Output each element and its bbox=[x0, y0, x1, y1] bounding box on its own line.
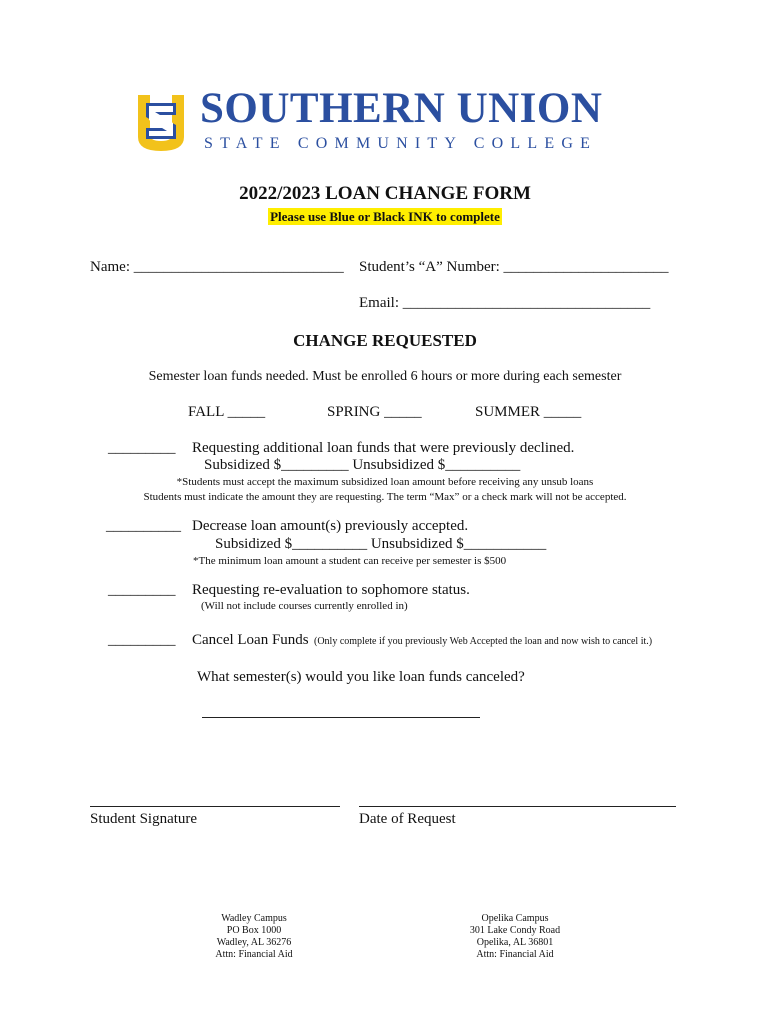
option-additional-checkbox[interactable]: _________ bbox=[108, 440, 176, 456]
option-additional-amounts[interactable]: Subsidized $_________ Unsubsidized $__________ bbox=[204, 457, 521, 473]
opelika-line: 301 Lake Condy Road bbox=[469, 925, 561, 936]
wadley-line: Attn: Financial Aid bbox=[215, 949, 293, 960]
wadley-line: PO Box 1000 bbox=[226, 925, 282, 936]
opelika-line: Opelika, AL 36801 bbox=[476, 937, 554, 948]
summer-field[interactable]: SUMMER _____ bbox=[475, 404, 582, 420]
option-decrease-note: *The minimum loan amount a student can receive per semester is $500 bbox=[193, 555, 507, 567]
option-sophomore-title: Requesting re-evaluation to sophomore status. bbox=[192, 582, 470, 598]
date-line[interactable] bbox=[359, 806, 676, 807]
name-field[interactable]: Name: ____________________________ bbox=[90, 259, 344, 275]
signature-label: Student Signature bbox=[90, 811, 198, 827]
logo-subtitle: STATE COMMUNITY COLLEGE bbox=[204, 135, 598, 152]
option-additional-note-2: Students must indicate the amount they are requesting. The term “Max” or a check mark will not be accepted. bbox=[143, 491, 627, 503]
date-label: Date of Request bbox=[359, 811, 456, 827]
form-title: 2022/2023 LOAN CHANGE FORM bbox=[239, 183, 531, 204]
option-decrease-title: Decrease loan amount(s) previously accepted. bbox=[192, 518, 469, 534]
wadley-campus-address bbox=[194, 913, 314, 961]
opelika-campus-address bbox=[455, 913, 575, 961]
option-additional-title: Requesting additional loan funds that were previously declined. bbox=[192, 440, 575, 456]
option-cancel-title: Cancel Loan Funds bbox=[192, 632, 309, 648]
signature-line[interactable] bbox=[90, 806, 340, 807]
option-cancel-checkbox[interactable]: _________ bbox=[108, 632, 176, 648]
cancel-semester-question: What semester(s) would you like loan funds canceled? bbox=[197, 669, 525, 685]
a-number-field[interactable]: Student’s “A” Number: ______________________ bbox=[359, 259, 669, 275]
ink-note-row bbox=[0, 208, 770, 226]
spring-field[interactable]: SPRING _____ bbox=[327, 404, 422, 420]
option-sophomore-note: (Will not include courses currently enrolled in) bbox=[201, 600, 408, 612]
ink-note: Please use Blue or Black INK to complete bbox=[270, 209, 500, 224]
option-decrease-checkbox[interactable]: __________ bbox=[106, 518, 181, 534]
option-additional-note-1: *Students must accept the maximum subsidized loan amount before receiving any unsub loans bbox=[176, 476, 594, 488]
logo-title: SOUTHERN UNION bbox=[200, 85, 603, 132]
cancel-semester-line[interactable] bbox=[202, 717, 480, 718]
wadley-line: Wadley, AL 36276 bbox=[216, 937, 292, 948]
opelika-line: Attn: Financial Aid bbox=[476, 949, 554, 960]
option-decrease-amounts[interactable]: Subsidized $__________ Unsubsidized $___________ bbox=[215, 536, 547, 552]
college-logo-icon bbox=[138, 95, 184, 151]
semester-intro: Semester loan funds needed. Must be enrolled 6 hours or more during each semester bbox=[148, 369, 622, 384]
wadley-line: Wadley Campus bbox=[221, 913, 287, 924]
opelika-line: Opelika Campus bbox=[481, 913, 549, 924]
option-cancel-note: (Only complete if you previously Web Accepted the loan and now wish to cancel it.) bbox=[314, 636, 653, 647]
email-field[interactable]: Email: _________________________________ bbox=[359, 295, 651, 311]
fall-field[interactable]: FALL _____ bbox=[188, 404, 266, 420]
section-title: CHANGE REQUESTED bbox=[293, 331, 477, 350]
option-sophomore-checkbox[interactable]: _________ bbox=[108, 582, 176, 598]
